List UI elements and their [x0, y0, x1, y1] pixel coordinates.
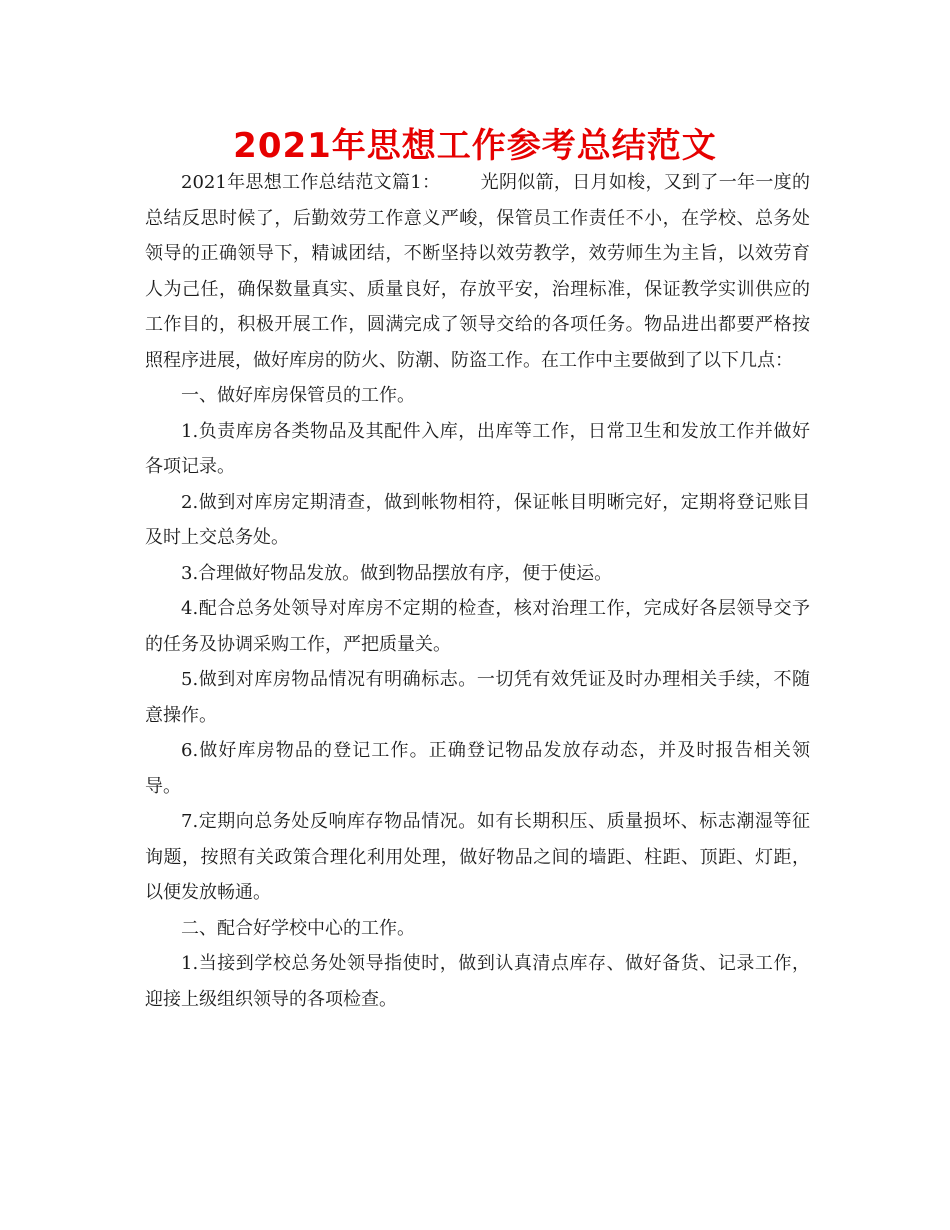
- paragraph-item: 1.当接到学校总务处领导指使时，做到认真清点库存、做好备货、记录工作，迎接上级组织领导的各项检查。: [145, 953, 810, 1010]
- paragraph-item: 2.做到对库房定期清查，做到帐物相符，保证帐目明晰完好，定期将登记账目及时上交总务处。: [145, 491, 810, 548]
- paragraph-item: 5.做到对库房物品情况有明确标志。一切凭有效凭证及时办理相关手续，不随意操作。: [145, 669, 810, 726]
- paragraph-item: 3.合理做好物品发放。做到物品摆放有序，便于使运。: [181, 562, 613, 584]
- document-body: [145, 165, 810, 1017]
- paragraph-item: 1.负责库房各类物品及其配件入库，出库等工作，日常卫生和发放工作并做好各项记录。: [145, 420, 810, 477]
- paragraph-item: 4.配合总务处领导对库房不定期的检查，核对治理工作，完成好各层领导交予的任务及协调采购工作，严把质量关。: [145, 598, 810, 655]
- intro-paragraph: [145, 165, 810, 378]
- document-title: 2021年思想工作参考总结范文: [233, 126, 717, 166]
- intro-label: 2021年思想工作总结范文篇1：: [181, 172, 441, 193]
- section-heading-2: 二、配合好学校中心的工作。: [181, 917, 415, 939]
- paragraph-item: 7.定期向总务处反响库存物品情况。如有长期积压、质量损坏、标志潮湿等征询题，按照有关政策合理化利用处理，做好物品之间的墙距、柱距、顶距、灯距，以便发放畅通。: [145, 811, 810, 903]
- intro-text: 光阴似箭，日月如梭，又到了一年一度的总结反思时候了，后勤效劳工作意义严峻，保管员工作责任不小，在学校、总务处领导的正确领导下，精诚团结，不断坚持以效劳教学，效劳师生为主旨，以效劳育人为己任，确保数量真实、质量良好，存放平安，治理标准，保证教学实训供应的工作目的，积极开展工作，圆满完成了领导交给的各项任务。物品进出都要严格按照程序进展，做好库房的防火、防潮、防盗工作。在工作中主要做到了以下几点：: [145, 172, 810, 371]
- section-heading-1: 一、做好库房保管员的工作。: [181, 385, 415, 406]
- paragraph-item: 6.做好库房物品的登记工作。正确登记物品发放存动态，并及时报告相关领导。: [145, 740, 810, 797]
